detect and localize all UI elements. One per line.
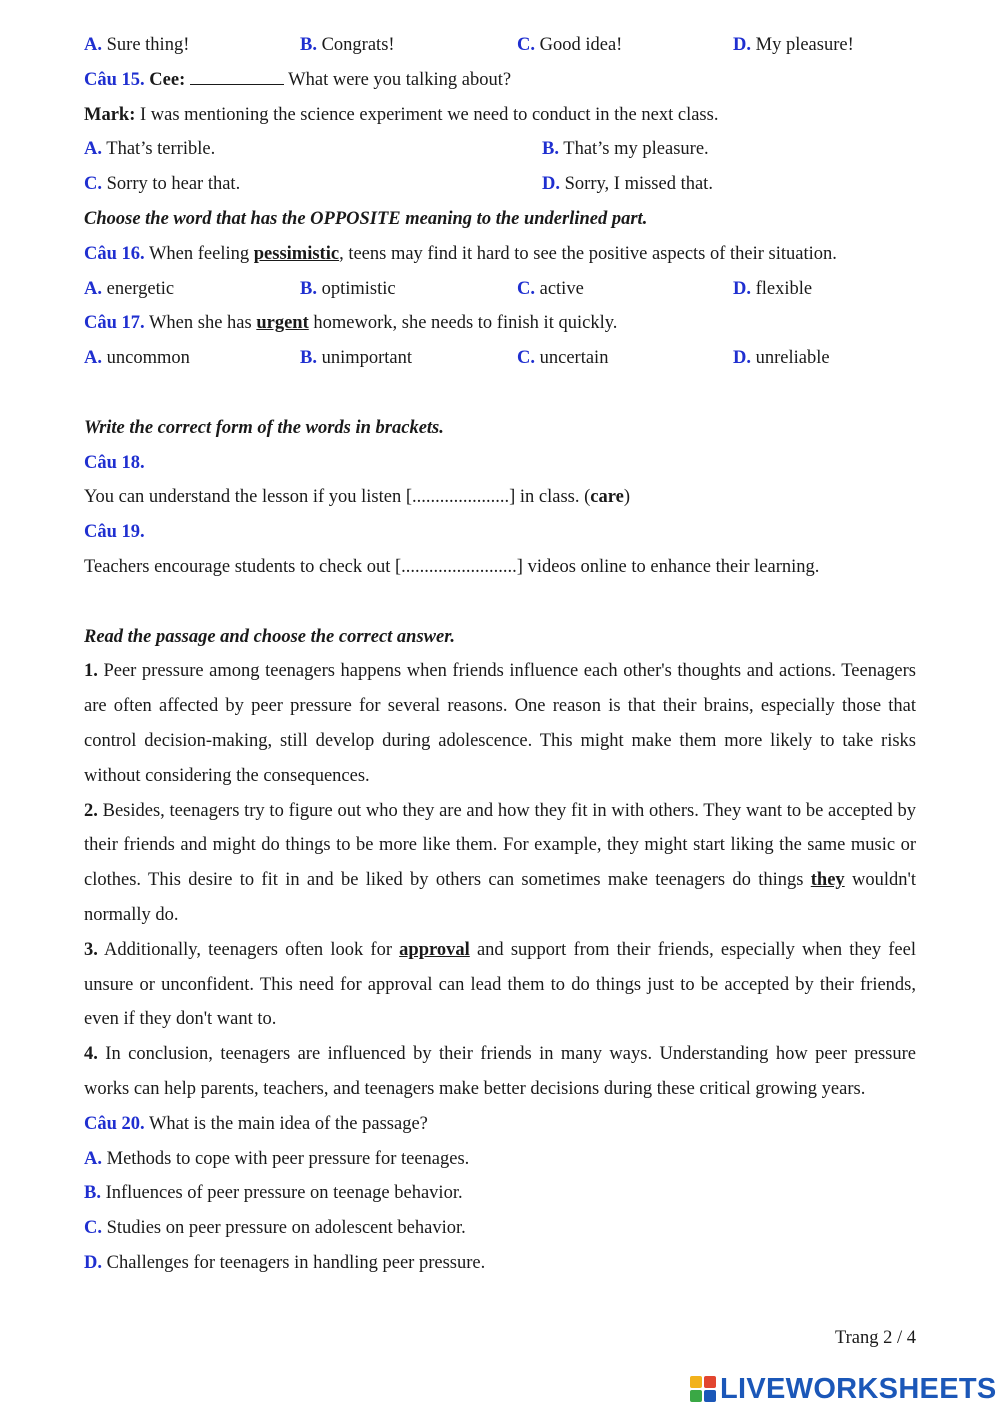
q19-text: Teachers encourage students to check out [.........................] videos online to enhance their learning. <box>84 556 820 577</box>
paragraph-number: 2. <box>84 800 98 821</box>
underlined-word: pessimistic <box>253 243 340 264</box>
q17-prompt <box>84 306 916 341</box>
question-text: You can understand the lesson if you listen [.....................] in class. ( <box>84 487 591 508</box>
option-b[interactable] <box>300 272 396 307</box>
option-b[interactable] <box>300 28 395 63</box>
q15-reply <box>84 98 916 133</box>
option-b[interactable] <box>300 341 412 376</box>
option-text: That’s terrible. <box>106 139 216 160</box>
paragraph-number: 1. <box>84 661 98 682</box>
paragraph-text: In conclusion, teenagers are influenced by their friends in many ways. Understanding how peer pressure works can help parents, teachers, and teenagers make better decisions during these critical growing years. <box>84 1044 917 1099</box>
option-letter: B. <box>542 139 559 160</box>
option-text: Studies on peer pressure on adolescent behavior. <box>106 1218 466 1239</box>
option-text: Influences of peer pressure on teenage behavior. <box>105 1183 463 1204</box>
paragraph-3 <box>84 933 916 1037</box>
option-a[interactable] <box>84 272 174 307</box>
question-number: Câu 20. <box>84 1113 145 1134</box>
option-d[interactable] <box>733 28 854 63</box>
option-letter: A. <box>84 348 102 369</box>
reply-text: I was mentioning the science experiment we need to conduct in the next class. <box>140 104 719 125</box>
option-text: optimistic <box>321 278 396 299</box>
question-number: Câu 16. <box>84 243 145 264</box>
option-text: Methods to cope with peer pressure for teenages. <box>106 1148 470 1169</box>
question-text: ) <box>623 487 631 508</box>
instruction-wordform: Write the correct form of the words in brackets. <box>84 417 444 438</box>
option-text: uncertain <box>539 348 609 369</box>
underlined-word: they <box>810 870 845 891</box>
option-letter: D. <box>733 278 751 299</box>
paragraph-text: and support from their friends, especially when they feel unsure or unconfident. This need for approval can lead them to do things just to be accepted by their friends, even if they don't want to. <box>84 939 916 1030</box>
option-text: active <box>539 278 584 299</box>
question-text: , teens may find it hard to see the positive aspects of their situation. <box>339 243 837 264</box>
paragraph-number: 3. <box>84 939 98 960</box>
reading-passage <box>84 654 916 1106</box>
paragraph-text: Besides, teenagers try to figure out who they are and how they fit in with others. They want to be accepted by their friends and might do things to be more like them. For example, they might start liking the same music or clothes. This desire to fit in and be liked by others can sometimes make teenagers do things <box>84 800 917 891</box>
option-letter: A. <box>84 278 102 299</box>
option-letter: D. <box>733 35 751 55</box>
option-letter: C. <box>517 348 535 369</box>
question-text: homework, she needs to finish it quickly. <box>308 313 618 334</box>
bracket-word: care <box>590 487 624 508</box>
question-number: Câu 17. <box>84 313 145 334</box>
q20-option-c[interactable] <box>84 1211 916 1246</box>
paragraph-number: 4. <box>84 1044 98 1065</box>
option-text: Sorry, I missed that. <box>564 174 713 195</box>
question-text: When feeling <box>148 243 254 264</box>
option-text: Congrats! <box>321 35 395 55</box>
option-text: unimportant <box>321 348 413 369</box>
option-text: Sorry to hear that. <box>106 174 241 195</box>
option-letter: B. <box>84 1183 101 1204</box>
option-text: unreliable <box>755 348 830 369</box>
option-b[interactable] <box>542 132 709 167</box>
option-a[interactable] <box>84 28 189 63</box>
option-letter: B. <box>300 35 317 55</box>
option-text: That’s my pleasure. <box>563 139 709 160</box>
q20-option-a[interactable] <box>84 1142 916 1177</box>
q14-options <box>84 28 916 63</box>
option-letter: D. <box>84 1252 102 1273</box>
q18-number: Câu 18. <box>84 452 145 473</box>
option-letter: B. <box>300 278 317 299</box>
question-text: What is the main idea of the passage? <box>148 1113 428 1134</box>
q20-option-b[interactable] <box>84 1176 916 1211</box>
paragraph-text: Peer pressure among teenagers happens when friends influence each other's thoughts and actions. Teenagers are often affected by peer pressure for several reasons. One reason is that their brains, especially those that control decision-making, still develop during adolescence. This might make them more likely to take risks without considering the consequences. <box>84 661 917 786</box>
option-letter: B. <box>300 348 317 369</box>
q16-prompt <box>84 237 916 272</box>
option-c[interactable] <box>517 272 584 307</box>
q15-options-row1 <box>84 132 916 167</box>
q16-options <box>84 272 916 307</box>
option-letter: D. <box>542 174 560 195</box>
q18-text <box>84 480 916 515</box>
option-text: My pleasure! <box>755 35 854 55</box>
paragraph-text: wouldn't normally do. <box>84 870 916 925</box>
option-text: flexible <box>755 278 813 299</box>
question-text: When she has <box>148 313 257 334</box>
logo-mark-icon <box>690 1376 716 1402</box>
q20-prompt <box>84 1107 916 1142</box>
option-d[interactable] <box>542 167 713 202</box>
speaker-name: Mark: <box>84 104 136 125</box>
option-c[interactable] <box>517 28 622 63</box>
page-number: Trang 2 / 4 <box>834 1328 916 1348</box>
option-text: uncommon <box>106 348 190 369</box>
paragraph-text: Additionally, teenagers often look for <box>104 939 400 960</box>
q17-options <box>84 341 916 376</box>
option-letter: C. <box>84 1218 102 1239</box>
logo-text: LIVEWORKSHEETS <box>720 1372 997 1405</box>
spacer <box>84 585 916 620</box>
paragraph-2 <box>84 794 916 933</box>
spacer <box>84 376 916 411</box>
q15-options-row2 <box>84 167 916 202</box>
option-a[interactable] <box>84 132 215 167</box>
q20-option-d[interactable] <box>84 1246 916 1281</box>
option-letter: C. <box>517 35 535 55</box>
q15-prompt <box>84 63 916 98</box>
worksheet-page <box>84 28 916 1281</box>
paragraph-4 <box>84 1037 916 1107</box>
speaker-name: Cee: <box>149 69 186 90</box>
option-c[interactable] <box>517 341 608 376</box>
option-text: Sure thing! <box>106 35 190 55</box>
option-text: Challenges for teenagers in handling peer pressure. <box>106 1252 486 1273</box>
q19-number: Câu 19. <box>84 522 145 543</box>
option-d[interactable] <box>733 272 812 307</box>
liveworksheets-logo[interactable] <box>690 1372 997 1406</box>
option-letter: A. <box>84 35 102 55</box>
option-letter: A. <box>84 139 102 160</box>
underlined-word: approval <box>399 939 470 960</box>
option-letter: C. <box>84 174 102 195</box>
question-number: Câu 15. <box>84 69 145 90</box>
question-text: What were you talking about? <box>288 69 512 90</box>
instruction-opposite: Choose the word that has the OPPOSITE meaning to the underlined part. <box>84 208 648 229</box>
option-text: energetic <box>106 278 175 299</box>
underlined-word: urgent <box>256 313 309 334</box>
answer-blank[interactable] <box>190 70 284 85</box>
paragraph-1 <box>84 654 916 793</box>
instruction-reading: Read the passage and choose the correct answer. <box>84 626 456 647</box>
option-a[interactable] <box>84 341 190 376</box>
option-c[interactable] <box>84 167 240 202</box>
option-letter: A. <box>84 1148 102 1169</box>
option-d[interactable] <box>733 341 830 376</box>
option-text: Good idea! <box>539 35 623 55</box>
option-letter: C. <box>517 278 535 299</box>
option-letter: D. <box>733 348 751 369</box>
